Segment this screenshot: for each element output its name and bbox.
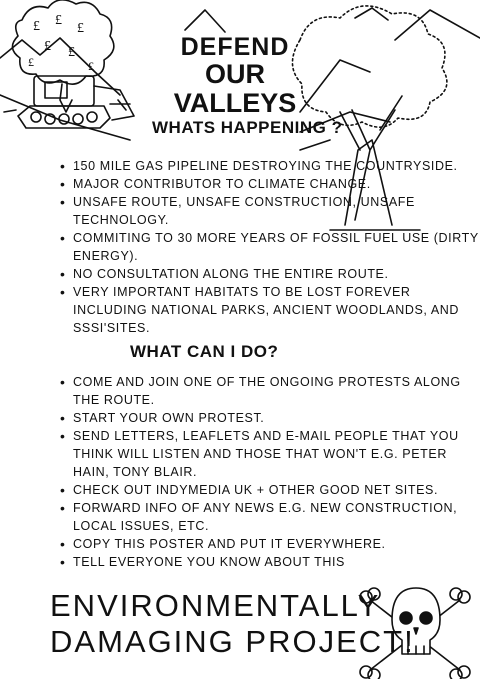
svg-text:£: £: [28, 55, 34, 69]
list-item: • FORWARD INFO OF ANY NEWS E.G. NEW CONSTRUCTION, LOCAL ISSUES, ETC.: [60, 499, 480, 535]
title-line-1: DEFEND: [180, 33, 290, 61]
whats-happening-list: [60, 157, 480, 337]
list-item: • TELL EVERYONE YOU KNOW ABOUT THIS: [60, 553, 480, 571]
what-can-i-do-heading: WHAT CAN I DO?: [130, 342, 279, 361]
list-item: • MAJOR CONTRIBUTOR TO CLIMATE CHANGE.: [60, 175, 480, 193]
list-item: • START YOUR OWN PROTEST.: [60, 409, 480, 427]
svg-text:£: £: [33, 19, 40, 34]
list-item: • VERY IMPORTANT HABITATS TO BE LOST FOREVER INCLUDING NATIONAL PARKS, ANCIENT WOODLANDS, AND SSSI'SITES.: [60, 283, 480, 337]
svg-text:£: £: [68, 45, 75, 60]
what-can-i-do-list: [60, 373, 480, 571]
svg-text:£: £: [77, 21, 84, 36]
svg-text:£: £: [55, 13, 62, 28]
list-item: • CHECK OUT INDYMEDIA UK + OTHER GOOD NET SITES.: [60, 481, 480, 499]
footer-line-2: DAMAGING PROJECT!: [50, 624, 415, 659]
title-line-2: OUR VALLEYS: [173, 59, 297, 118]
footer-line-1: ENVIRONMENTALLY: [50, 588, 381, 623]
list-item: • NO CONSULTATION ALONG THE ENTIRE ROUTE.: [60, 265, 480, 283]
list-item: • COMMITING TO 30 MORE YEARS OF FOSSIL FUEL USE (DIRTY ENERGY).: [60, 229, 480, 265]
list-item: • 150 MILE GAS PIPELINE DESTROYING THE COUNTRYSIDE.: [60, 157, 480, 175]
list-item: • UNSAFE ROUTE, UNSAFE CONSTRUCTION, UNSAFE TECHNOLOGY.: [60, 193, 480, 229]
list-item: • COPY THIS POSTER AND PUT IT EVERYWHERE.: [60, 535, 480, 553]
money-cloud-icon: [12, 0, 113, 112]
whats-happening-heading: WHATS HAPPENING ?: [152, 118, 343, 137]
list-item: • COME AND JOIN ONE OF THE ONGOING PROTESTS ALONG THE ROUTE.: [60, 373, 480, 409]
svg-text:£: £: [88, 59, 94, 73]
footer-slogan: [50, 588, 415, 660]
list-item: • SEND LETTERS, LEAFLETS AND E-MAIL PEOPLE THAT YOU THINK WILL LISTEN AND THOSE THAT WON'T E.G. PETER HAIN, TONY BLAIR.: [60, 427, 480, 481]
poster-title: [160, 34, 310, 117]
svg-text:£: £: [44, 39, 51, 54]
